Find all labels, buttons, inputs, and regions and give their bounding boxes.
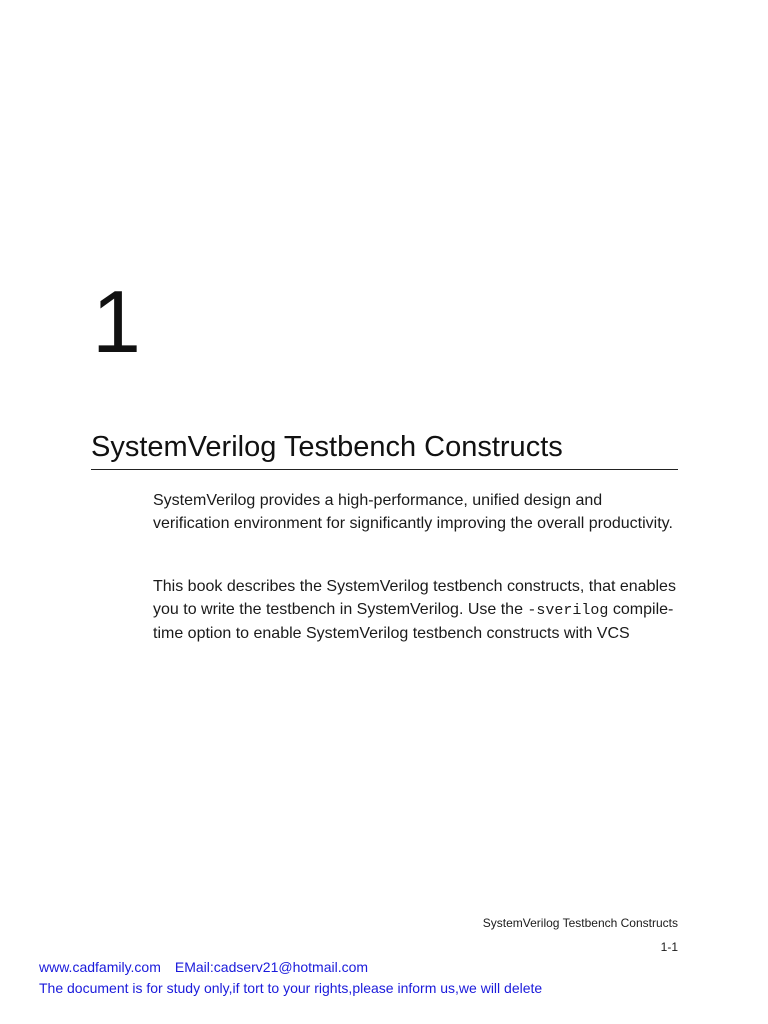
chapter-number: 1 [92, 272, 141, 371]
watermark-notice: The document is for study only,if tort to your rights,please inform us,we will delete [39, 980, 543, 996]
title-divider [91, 469, 678, 470]
watermark-website-link[interactable]: www.cadfamily.com [39, 959, 161, 975]
sverilog-option-code: -sverilog [527, 602, 609, 619]
intro-paragraph: SystemVerilog provides a high-performance, unified design and verification environment for significantly improving the overall productivity. [153, 492, 673, 532]
watermark-email-link[interactable]: EMail:cadserv21@hotmail.com [174, 959, 369, 975]
watermark-contact-line [39, 958, 368, 976]
description-text-start: This book describes the SystemVerilog testbench constructs, that enables you to write the testbench in SystemVerilog. Use the [153, 578, 676, 618]
footer-chapter-title: SystemVerilog Testbench Constructs [482, 916, 678, 930]
chapter-title: SystemVerilog Testbench Constructs [91, 431, 563, 463]
description-text-end: compile-time option to enable SystemVerilog testbench constructs with VCS [153, 601, 674, 642]
description-paragraph [153, 575, 683, 645]
page-number: 1-1 [660, 940, 678, 954]
